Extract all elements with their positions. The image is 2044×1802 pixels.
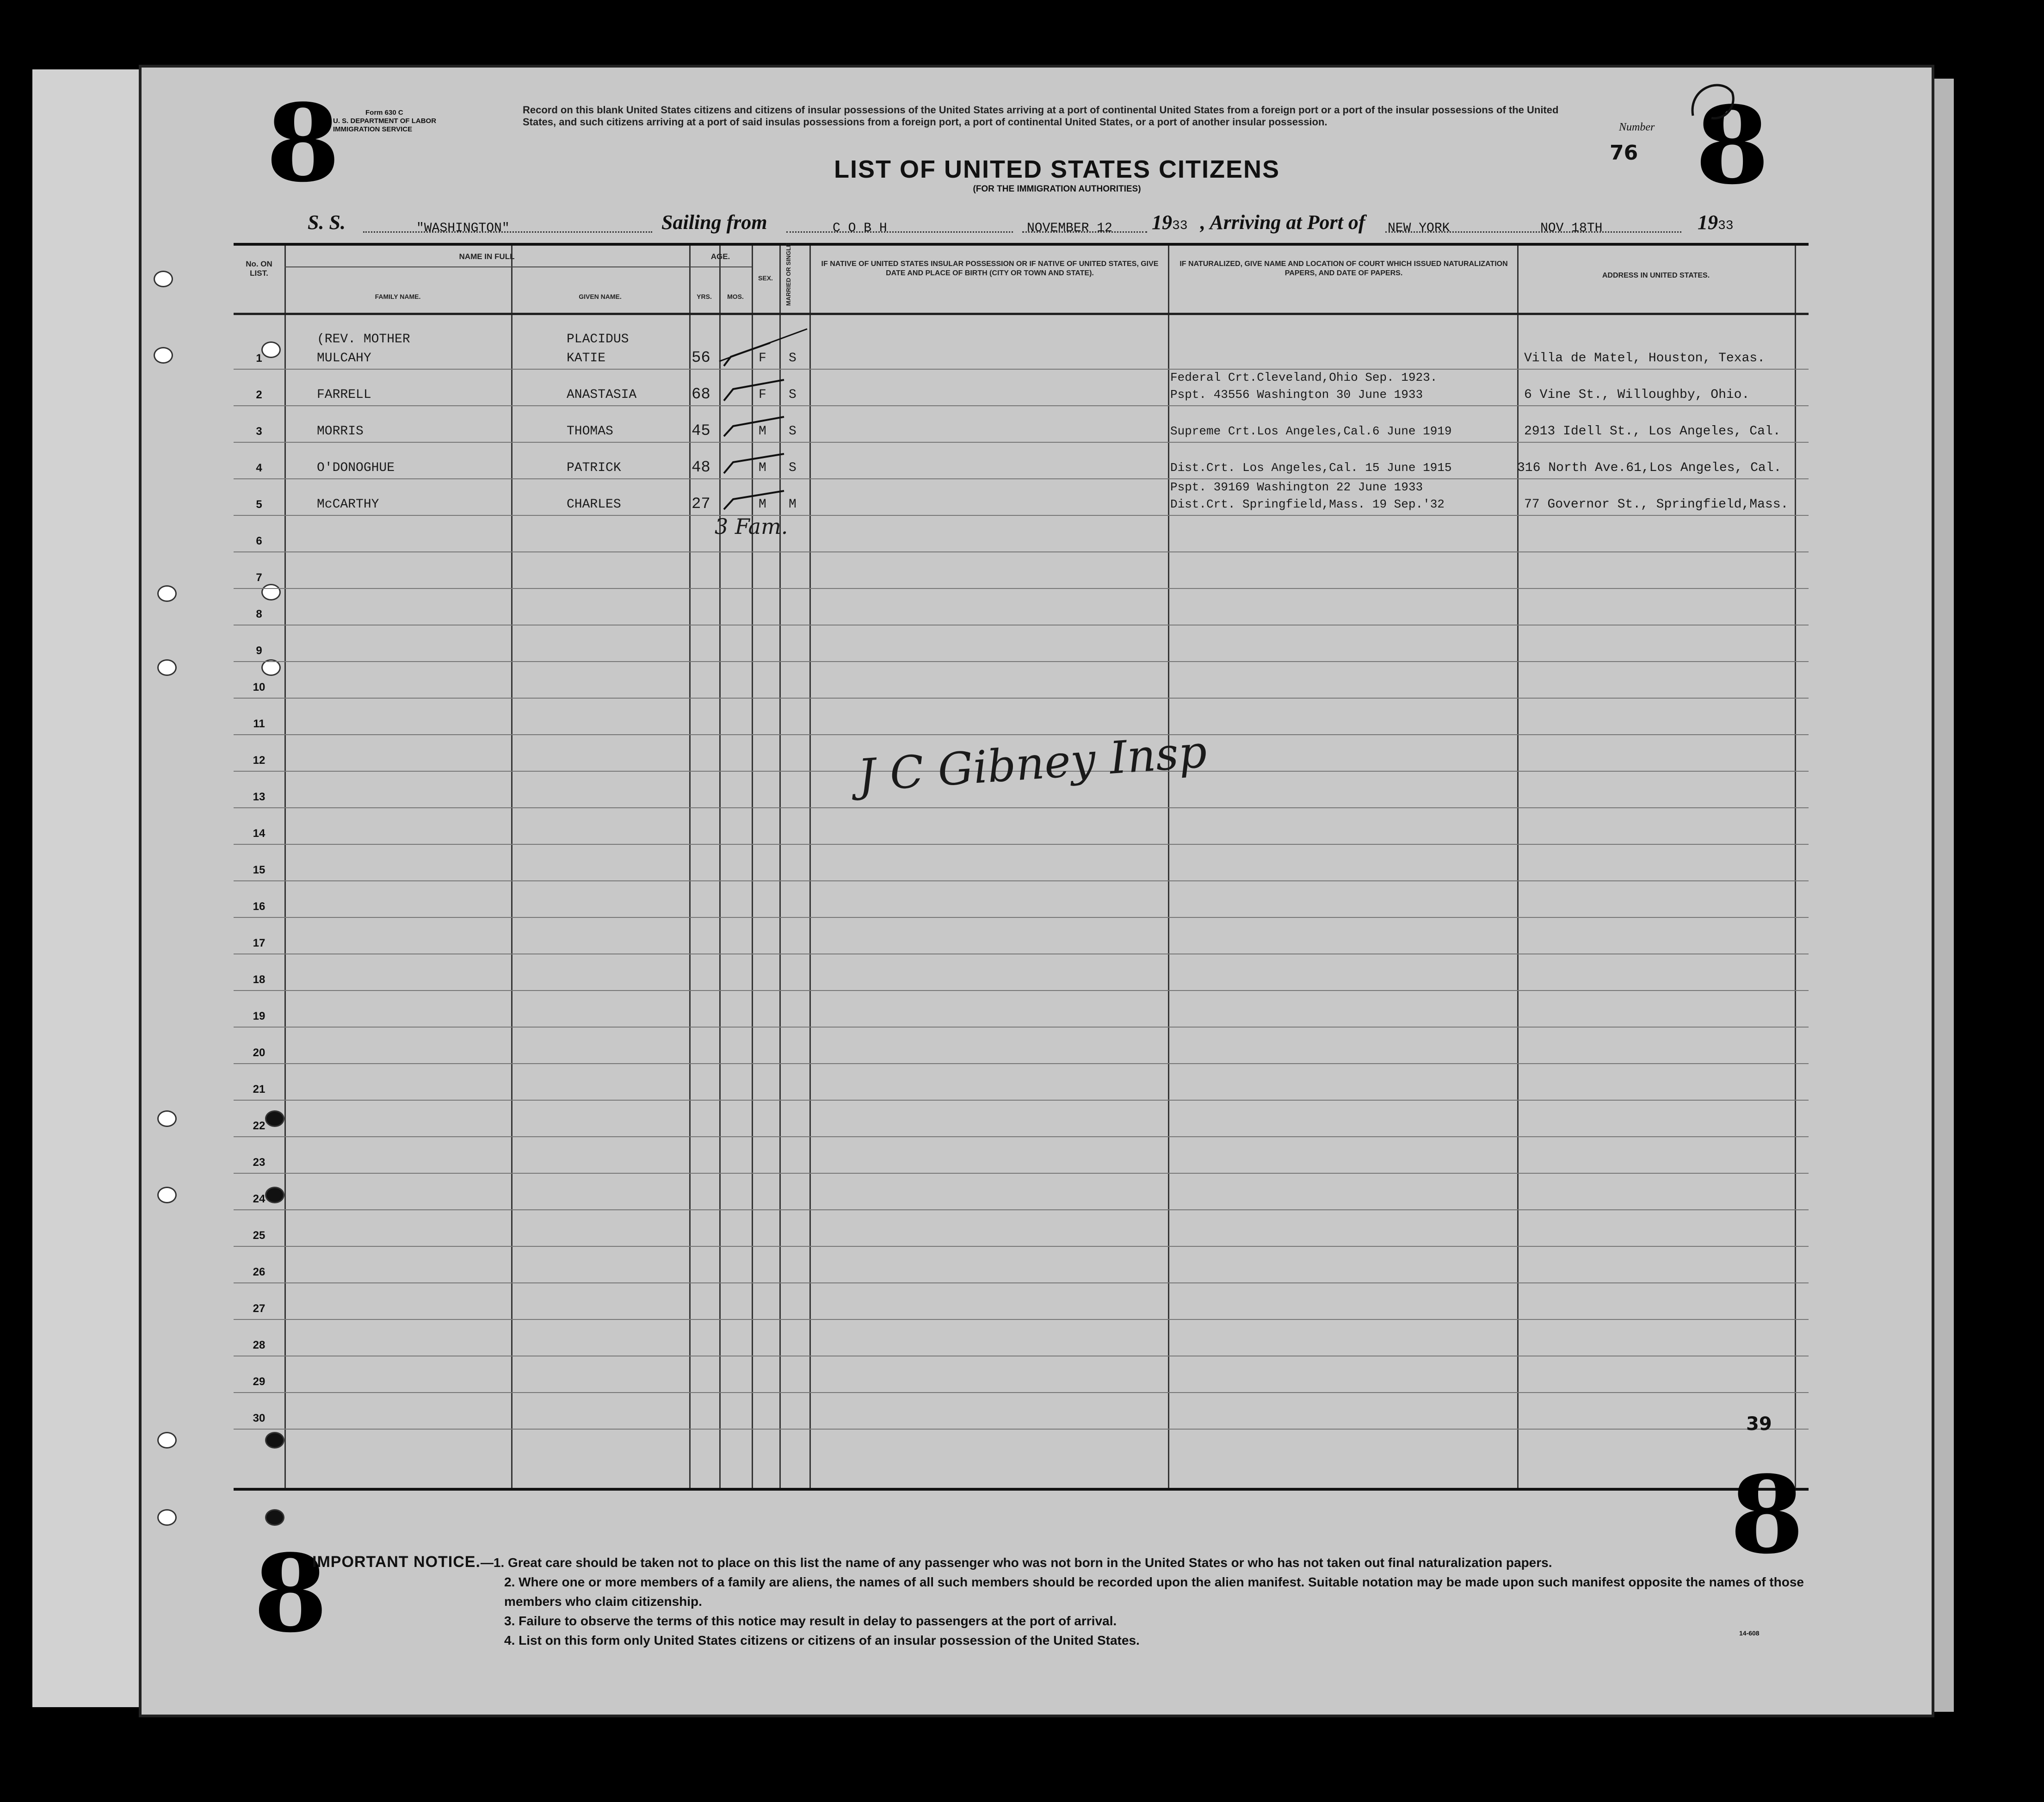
row-number: 17 — [253, 937, 266, 949]
family-count-note: 3 Fam. — [715, 514, 788, 539]
port-to: NEW YORK — [1388, 221, 1450, 235]
column-rule — [689, 246, 691, 1488]
passenger-passport: Pspt. 43556 Washington 30 June 1933 — [1170, 388, 1423, 402]
passenger-family-name: MULCAHY — [317, 351, 371, 365]
list-marker-8: 8 — [1695, 83, 1770, 208]
passenger-family-name: O'DONOGHUE — [317, 461, 395, 475]
passenger-sex: M — [759, 424, 766, 439]
row-number: 1 — [256, 352, 262, 365]
row-line — [234, 515, 1809, 516]
column-rule — [284, 246, 286, 1488]
row-number: 9 — [256, 644, 262, 657]
important-notice: IMPORTANT NOTICE.—1. Great care should be taken not to place on this list the name of any passenger who was not born in the United States or who has not taken out final naturalization papers. 2. Where one or more members of a family are aliens, the names of all such members should be recorded upon the alien manifest. Suitable notation may be made upon such manifest opposite the names of those members who claim citizenship. 3. Failure to observe the terms of this notice may result in delay to passengers at the port of arrival. 4. List on this form only United States citizens or citizens of an insular possession of the United States. — [312, 1552, 1816, 1650]
row-number: 3 — [256, 425, 262, 438]
row-line — [234, 369, 1809, 370]
col-sex: SEX. — [758, 274, 773, 282]
binding-strip — [32, 69, 141, 1707]
row-line — [234, 1246, 1809, 1247]
list-marker-8: 8 — [1730, 1453, 1804, 1578]
passenger-naturalization: Dist.Crt. Springfield,Mass. 19 Sep.'32 — [1170, 497, 1445, 511]
row-number: 12 — [253, 754, 266, 767]
passenger-naturalization: Federal Crt.Cleveland,Ohio Sep. 1923. — [1170, 371, 1438, 384]
row-number: 23 — [253, 1156, 266, 1169]
row-line — [234, 990, 1809, 991]
row-line — [234, 1027, 1809, 1028]
form-service: IMMIGRATION SERVICE — [333, 125, 413, 133]
passenger-sex: M — [759, 497, 766, 512]
row-number: 7 — [256, 571, 262, 584]
binder-hole — [157, 1187, 177, 1203]
passenger-given-name: KATIE — [567, 351, 606, 365]
passenger-family-name: MORRIS — [317, 424, 364, 439]
row-number: 18 — [253, 973, 266, 986]
row-number: 5 — [256, 498, 262, 511]
notice-heading: IMPORTANT NOTICE. — [312, 1553, 481, 1571]
passenger-given-name: ANASTASIA — [567, 388, 637, 402]
row-line — [234, 551, 1809, 552]
row-number: 22 — [253, 1120, 266, 1132]
passenger-age: 48 — [692, 459, 710, 477]
passenger-given-name: PATRICK — [567, 461, 621, 475]
passenger-age: 56 — [692, 349, 710, 367]
row-line — [234, 1209, 1809, 1210]
column-rule — [1168, 246, 1169, 1488]
col-naturalization: IF NATURALIZED, GIVE NAME AND LOCATION OF COURT WHICH ISSUED NATURALIZATION PAPERS, AND DATE OF PAPERS. — [1179, 260, 1508, 277]
passenger-marital-status: S — [789, 424, 797, 439]
sailing-label: Sailing from — [661, 211, 767, 234]
passenger-given-name: CHARLES — [567, 497, 621, 512]
row-number: 10 — [253, 681, 266, 694]
row-number: 19 — [253, 1010, 266, 1022]
col-age-years: YRS. — [697, 293, 712, 300]
document-subtitle: (FOR THE IMMIGRATION AUTHORITIES) — [973, 184, 1141, 194]
passenger-given-name: THOMAS — [567, 424, 613, 439]
col-age: AGE. — [710, 252, 730, 261]
notice-item: 2. Where one or more members of a family are aliens, the names of all such members should be recorded upon the alien manifest. Suitable notation may be made upon such manifest opposite the names of those members who claim citizenship. — [504, 1575, 1804, 1609]
row-line — [234, 1173, 1809, 1174]
col-age-months: MOS. — [727, 293, 744, 300]
row-number: 20 — [253, 1047, 266, 1059]
passenger-address: 316 North Ave.61,Los Angeles, Cal. — [1517, 461, 1782, 475]
row-number: 26 — [253, 1266, 266, 1278]
row-line — [234, 844, 1809, 845]
row-number: 27 — [253, 1302, 266, 1315]
row-line — [234, 1100, 1809, 1101]
number-label: Number — [1619, 121, 1655, 133]
passenger-family-name: McCARTHY — [317, 497, 379, 512]
binder-hole — [157, 659, 177, 676]
print-code: 14-608 — [1739, 1629, 1760, 1637]
list-marker-8: 8 — [266, 81, 340, 206]
row-line — [234, 698, 1809, 699]
binder-hole — [157, 1110, 177, 1127]
passenger-marital-status: S — [789, 461, 797, 475]
ship-name: "WASHINGTON" — [416, 221, 510, 235]
manifest-table — [234, 243, 1809, 1491]
row-number: 14 — [253, 827, 266, 840]
passenger-sex: M — [759, 461, 766, 475]
row-line — [234, 442, 1809, 443]
col-name-in-full: NAME IN FULL — [459, 252, 515, 261]
passenger-1-religious-name: PLACIDUS — [567, 332, 629, 347]
col-no-on-list: No. ON LIST. — [246, 260, 272, 278]
row-number: 8 — [256, 608, 262, 620]
arrival-date: NOV 18TH — [1540, 221, 1603, 235]
row-number: 13 — [253, 791, 266, 803]
passenger-marital-status: M — [789, 497, 797, 512]
row-number: 28 — [253, 1339, 266, 1351]
row-line — [234, 734, 1809, 735]
column-rule — [511, 246, 513, 1488]
ss-label: S. S. — [308, 211, 346, 234]
sheet-number: 39 — [1746, 1413, 1772, 1435]
passenger-address: Villa de Matel, Houston, Texas. — [1524, 351, 1765, 365]
row-line — [234, 661, 1809, 662]
row-line — [234, 917, 1809, 918]
row-line — [234, 405, 1809, 406]
col-given-name: GIVEN NAME. — [579, 293, 622, 300]
fill-line — [786, 231, 1013, 233]
row-line — [234, 1429, 1809, 1430]
passenger-marital-status: S — [789, 351, 797, 365]
binder-hole — [154, 347, 173, 364]
form-department: U. S. DEPARTMENT OF LABOR — [333, 117, 437, 125]
check-marks — [715, 315, 821, 519]
row-number: 24 — [253, 1193, 266, 1205]
col-family-name: FAMILY NAME. — [375, 293, 421, 300]
passenger-address: 77 Governor St., Springfield,Mass. — [1524, 497, 1789, 512]
row-number: 21 — [253, 1083, 266, 1096]
row-number: 6 — [256, 535, 262, 547]
passenger-naturalization: Supreme Crt.Los Angeles,Cal.6 June 1919 — [1170, 424, 1452, 438]
passenger-age: 45 — [692, 422, 710, 440]
list-number: 76 — [1610, 141, 1638, 165]
passenger-sex: F — [759, 388, 766, 402]
passenger-address: 6 Vine St., Willoughby, Ohio. — [1524, 388, 1750, 402]
row-number: 11 — [253, 718, 265, 730]
row-line — [234, 588, 1809, 589]
row-number: 15 — [253, 864, 266, 876]
row-line — [234, 1136, 1809, 1137]
binder-hole — [154, 271, 173, 287]
notice-item: 3. Failure to observe the terms of this notice may result in delay to passengers at the port of arrival. — [504, 1614, 1117, 1628]
header-rule — [284, 266, 689, 267]
passenger-passport: Pspt. 39169 Washington 22 June 1933 — [1170, 480, 1423, 494]
row-line — [234, 807, 1809, 808]
form-number: Form 630 C — [365, 109, 403, 117]
passenger-sex: F — [759, 351, 766, 365]
sailing-year: 1933 — [1152, 211, 1188, 234]
passenger-1-title: (REV. MOTHER — [317, 332, 410, 347]
row-line — [234, 1392, 1809, 1393]
row-number: 16 — [253, 900, 266, 913]
passenger-address: 2913 Idell St., Los Angeles, Cal. — [1524, 424, 1781, 439]
passenger-age: 27 — [692, 495, 710, 513]
binder-hole — [157, 1432, 177, 1449]
passenger-marital-status: S — [789, 388, 797, 402]
row-line — [234, 880, 1809, 881]
row-line — [234, 1063, 1809, 1064]
row-number: 29 — [253, 1375, 266, 1388]
passenger-family-name: FARRELL — [317, 388, 371, 402]
col-address: ADDRESS IN UNITED STATES. — [1602, 272, 1710, 279]
arrival-year: 1933 — [1698, 211, 1734, 234]
header-rule — [689, 266, 752, 267]
form-identification — [333, 109, 453, 134]
row-number: 25 — [253, 1229, 266, 1242]
row-line — [234, 1282, 1809, 1283]
arriving-label: , Arriving at Port of — [1200, 211, 1365, 234]
passenger-naturalization: Dist.Crt. Los Angeles,Cal. 15 June 1915 — [1170, 461, 1452, 475]
form-instructions: Record on this blank United States citizens and citizens of insular possessions of the United States arriving at a port of continental United States from a foreign port or a port of the insular possessions of the United States, and such citizens arriving at a port of said insulas possessions from a foreign port, a port of continental United States, or a port of another insular possession. — [523, 104, 1559, 128]
row-number: 4 — [256, 462, 262, 474]
col-married-or-single: MARRIED OR SINGLE — [785, 243, 792, 306]
notice-item: 4. List on this form only United States citizens or citizens of an insular possession of the United States. — [504, 1633, 1140, 1647]
list-marker-8: 8 — [253, 1531, 328, 1656]
document-title: LIST OF UNITED STATES CITIZENS — [834, 155, 1280, 183]
column-rule — [1517, 246, 1519, 1488]
notice-item: 1. Great care should be taken not to place on this list the name of any passenger who was not born in the United States or who has not taken out final naturalization papers. — [493, 1555, 1552, 1570]
passenger-age: 68 — [692, 386, 710, 403]
binder-hole — [157, 585, 177, 602]
row-number: 30 — [253, 1412, 266, 1424]
binder-hole — [265, 1509, 284, 1526]
column-rule — [1795, 246, 1796, 1488]
row-number: 2 — [256, 389, 262, 401]
binder-hole — [157, 1509, 177, 1526]
port-from: C O B H — [833, 221, 887, 235]
circled-mark — [1684, 74, 1739, 134]
row-line — [234, 1319, 1809, 1320]
row-line — [234, 478, 1809, 479]
header-rule — [234, 313, 1809, 315]
col-birth-place: IF NATIVE OF UNITED STATES INSULAR POSSESSION OR IF NATIVE OF UNITED STATES, GIVE DATE AND PLACE OF BIRTH (CITY OR TOWN AND STATE). — [821, 260, 1159, 277]
inspector-signature: J C Gibney Insp — [856, 725, 1209, 802]
sailing-date: NOVEMBER 12 — [1027, 221, 1112, 235]
